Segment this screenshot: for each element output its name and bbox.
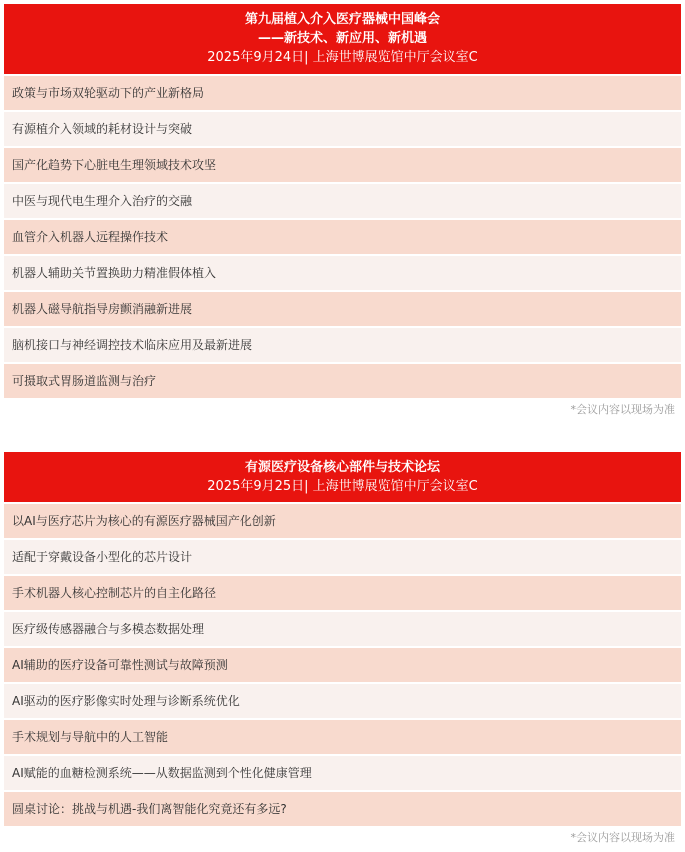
topic-row: 机器人辅助关节置换助力精准假体植入	[4, 256, 681, 290]
topic-row: 可摄取式胃肠道监测与治疗	[4, 364, 681, 398]
topic-row: AI辅助的医疗设备可靠性测试与故障预测	[4, 648, 681, 682]
topic-row: 国产化趋势下心脏电生理领域技术攻坚	[4, 148, 681, 182]
forum-2-header	[4, 452, 681, 504]
forum-2-title: 有源医疗设备核心部件与技术论坛	[244, 460, 440, 475]
topic-row: 手术机器人核心控制芯片的自主化路径	[4, 576, 681, 610]
topic-row: 有源植介入领域的耗材设计与突破	[4, 112, 681, 146]
forum-2-topic-list	[4, 504, 681, 826]
forum-2-date-venue: 2025年9月25日| 上海世博展览馆中厅会议室C	[207, 479, 478, 494]
topic-row: 血管介入机器人远程操作技术	[4, 220, 681, 254]
forum-2-disclaimer: *会议内容以现场为准	[570, 831, 675, 844]
forum-1-disclaimer: *会议内容以现场为准	[570, 403, 675, 416]
topic-row: AI赋能的血糖检测系统——从数据监测到个性化健康管理	[4, 756, 681, 790]
forum-1-header	[4, 4, 681, 76]
forum-1	[4, 4, 681, 418]
topic-row: 适配于穿戴设备小型化的芯片设计	[4, 540, 681, 574]
topic-row: 脑机接口与神经调控技术临床应用及最新进展	[4, 328, 681, 362]
topic-row: AI驱动的医疗影像实时处理与诊断系统优化	[4, 684, 681, 718]
forum-1-date-venue: 2025年9月24日| 上海世博展览馆中厅会议室C	[207, 50, 478, 65]
topic-row: 以AI与医疗芯片为核心的有源医疗器械国产化创新	[4, 504, 681, 538]
forum-2	[4, 452, 681, 846]
topic-row: 机器人磁导航指导房颤消融新进展	[4, 292, 681, 326]
forum-1-title: 第九届植入介入医疗器械中国峰会	[244, 12, 440, 27]
topic-row: 政策与市场双轮驱动下的产业新格局	[4, 76, 681, 110]
forum-1-subtitle: ——新技术、新应用、新机遇	[257, 31, 427, 46]
topic-row: 医疗级传感器融合与多模态数据处理	[4, 612, 681, 646]
topic-row: 中医与现代电生理介入治疗的交融	[4, 184, 681, 218]
topic-row: 圆桌讨论：挑战与机遇-我们离智能化究竟还有多远?	[4, 792, 681, 826]
topic-row: 手术规划与导航中的人工智能	[4, 720, 681, 754]
forum-1-topic-list	[4, 76, 681, 398]
